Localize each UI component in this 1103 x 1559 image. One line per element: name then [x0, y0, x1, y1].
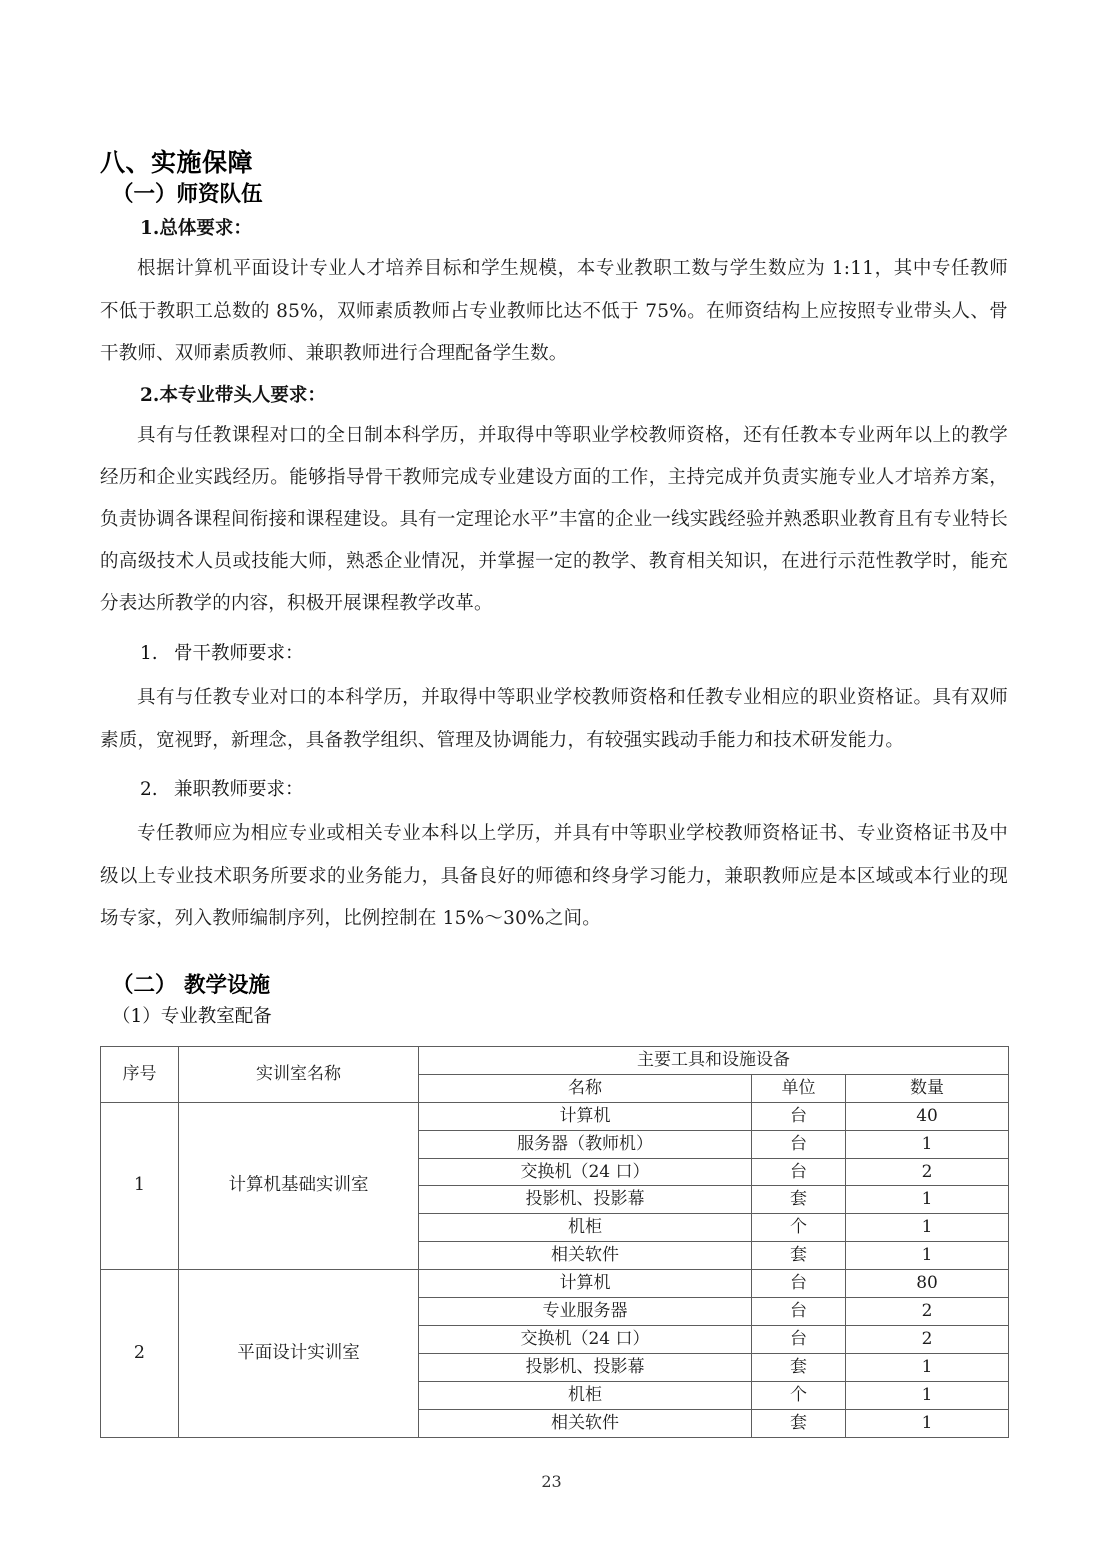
table-cell-name: 投影机、投影幕 — [419, 1354, 752, 1382]
table-cell-unit: 套 — [752, 1242, 846, 1270]
table-header-qty: 数量 — [846, 1074, 1009, 1102]
list-text-1: 骨干教师要求： — [174, 642, 304, 664]
equipment-table — [100, 1046, 1009, 1438]
table-cell-name: 计算机 — [419, 1102, 752, 1130]
table-header-unit: 单位 — [752, 1074, 846, 1102]
table-cell-unit: 个 — [752, 1382, 846, 1410]
table-cell-name: 投影机、投影幕 — [419, 1186, 752, 1214]
table-cell-no: 2 — [101, 1270, 179, 1438]
table-cell-qty: 2 — [846, 1298, 1009, 1326]
list-number-2: 2. — [140, 778, 158, 800]
paragraph-backbone-teacher-requirements: 具有与任教专业对口的本科学历，并取得中等职业学校教师资格和任教专业相应的职业资格证。具有双师素质，宽视野，新理念，具备教学组织、管理及协调能力，有较强实践动手能力和技术研发能力。 — [100, 687, 1008, 751]
page-footer — [0, 1472, 1103, 1491]
table-cell-unit: 台 — [752, 1102, 846, 1130]
table-cell-room: 平面设计实训室 — [179, 1270, 419, 1438]
table-row — [101, 1102, 1009, 1130]
item-label-overall-requirements: 1.总体要求： — [140, 218, 252, 240]
table-cell-qty: 2 — [846, 1158, 1009, 1186]
paragraph-overall-requirements: 根据计算机平面设计专业人才培养目标和学生规模，本专业教职工数与学生数应为 1:11，其中专任教师不低于教职工总数的 85%，双师素质教师占专业教师比达不低于 75%。在师资结构上应按照专业带头人、骨干教师、双师素质教师、兼职教师进行合理配备学生数。 — [100, 258, 1008, 364]
table-header-name: 名称 — [419, 1074, 752, 1102]
section-heading-teaching-facilities: （二） 教学设施 — [112, 972, 270, 998]
table-cell-unit: 台 — [752, 1270, 846, 1298]
table-cell-no: 1 — [101, 1102, 179, 1270]
table-cell-unit: 台 — [752, 1298, 846, 1326]
table-header-room: 实训室名称 — [179, 1046, 419, 1102]
table-row — [101, 1270, 1009, 1298]
subsection-heading-classroom-equipment: （1）专业教室配备 — [112, 1005, 272, 1027]
table-cell-qty: 1 — [846, 1409, 1009, 1437]
table-cell-name: 机柜 — [419, 1214, 752, 1242]
table-header-group: 主要工具和设施设备 — [419, 1046, 1009, 1074]
table-cell-qty: 1 — [846, 1242, 1009, 1270]
table-body — [101, 1102, 1009, 1437]
paragraph-parttime-teacher-requirements: 专任教师应为相应专业或相关专业本科以上学历，并具有中等职业学校教师资格证书、专业资格证书及中级以上专业技术职务所要求的业务能力，具备良好的师德和终身学习能力，兼职教师应是本区域或本行业的现场专家，列入教师编制序列，比例控制在 15%～30%之间。 — [100, 823, 1008, 929]
table-cell-room: 计算机基础实训室 — [179, 1102, 419, 1270]
table-header-no: 序号 — [101, 1046, 179, 1102]
table-cell-qty: 1 — [846, 1354, 1009, 1382]
table-cell-qty: 1 — [846, 1130, 1009, 1158]
table-cell-name: 相关软件 — [419, 1242, 752, 1270]
table-cell-qty: 2 — [846, 1326, 1009, 1354]
list-text-2: 兼职教师要求： — [174, 778, 304, 800]
equipment-table-wrapper — [100, 1046, 1008, 1438]
item-label-parttime-teacher-requirements — [140, 776, 1008, 804]
table-cell-qty: 1 — [846, 1186, 1009, 1214]
table-cell-unit: 台 — [752, 1130, 846, 1158]
table-cell-name: 机柜 — [419, 1382, 752, 1410]
table-header-row-1 — [101, 1046, 1009, 1074]
table-cell-name: 交换机（24 口） — [419, 1158, 752, 1186]
table-cell-qty: 1 — [846, 1382, 1009, 1410]
item-label-leader-requirements: 2.本专业带头人要求： — [140, 384, 326, 406]
table-cell-name: 服务器（教师机） — [419, 1130, 752, 1158]
table-cell-qty: 40 — [846, 1102, 1009, 1130]
page-content — [100, 148, 1008, 1438]
item-label-backbone-teacher-requirements — [140, 640, 1008, 668]
table-cell-qty: 1 — [846, 1214, 1009, 1242]
table-cell-unit: 套 — [752, 1186, 846, 1214]
table-cell-name: 专业服务器 — [419, 1298, 752, 1326]
paragraph-leader-requirements: 具有与任教课程对口的全日制本科学历，并取得中等职业学校教师资格，还有任教本专业两年以上的教学经历和企业实践经历。能够指导骨干教师完成专业建设方面的工作，主持完成并负责实施专业人才培养方案，负责协调各课程间衔接和课程建设。具有一定理论水平”丰富的企业一线实践经验并熟悉职业教育且有专业特长的高级技术人员或技能大师，熟悉企业情况，并掌握一定的教学、教育相关知识，在进行示范性教学时，能充分表达所教学的内容，积极开展课程教学改革。 — [100, 424, 1008, 615]
table-head — [101, 1046, 1009, 1102]
section-spacer — [100, 946, 1008, 972]
table-cell-qty: 80 — [846, 1270, 1009, 1298]
table-cell-name: 计算机 — [419, 1270, 752, 1298]
section-heading-teaching-staff: （一）师资队伍 — [112, 181, 263, 207]
table-cell-name: 相关软件 — [419, 1409, 752, 1437]
table-cell-unit: 套 — [752, 1354, 846, 1382]
page-title: 八、实施保障 — [100, 148, 254, 177]
table-cell-unit: 台 — [752, 1158, 846, 1186]
table-cell-unit: 个 — [752, 1214, 846, 1242]
table-cell-unit: 套 — [752, 1409, 846, 1437]
table-cell-unit: 台 — [752, 1326, 846, 1354]
table-cell-name: 交换机（24 口） — [419, 1326, 752, 1354]
page-number: 23 — [541, 1472, 562, 1491]
list-number-1: 1. — [140, 642, 158, 664]
